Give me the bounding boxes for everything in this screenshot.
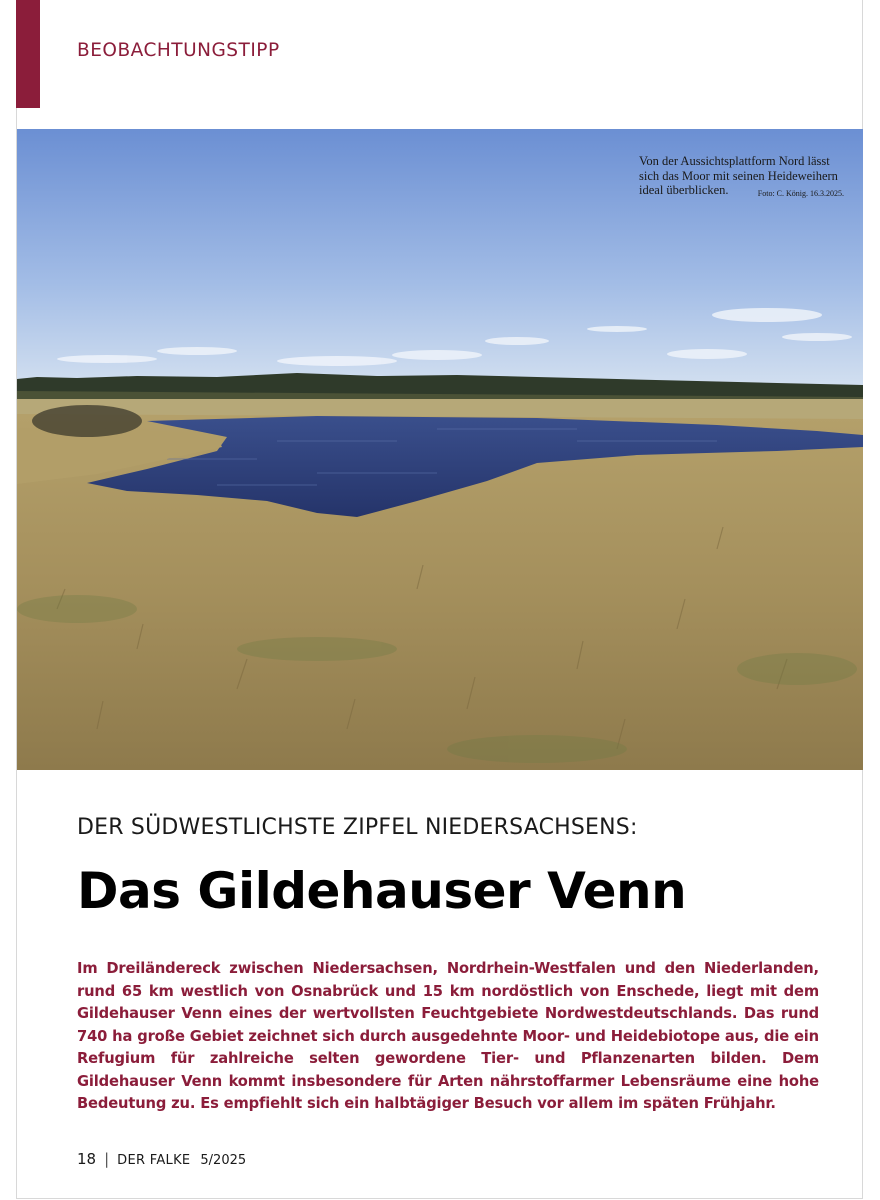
- photo-credit: Foto: C. König. 16.3.2025.: [757, 189, 844, 198]
- page-footer: [77, 1150, 246, 1168]
- article-lead: Im Dreiländereck zwischen Niedersachsen, Nordrhein-Westfalen und den Niederlanden, rund 65 km westlich von Osnabrück und 15 km nordöstlich von Enschede, liegt mit dem Gildehauser Venn eines der wertvollsten Feuchtgebiete Nordwestdeutschlands. Das rund 740 ha große Gebiet zeichnet sich durch ausgedehnte Moor- und Heidebiotope aus, die ein Refugium für zahlreiche selten gewordene Tier- und Pflanzenarten bilden. Dem Gildehauser Venn kommt insbesondere für Arten nährstoffarmer Lebensräume eine hohe Bedeutung zu. Es empfiehlt sich ein halbtägiger Besuch vor allem im späten Frühjahr.: [77, 960, 819, 1112]
- page-number: 18: [77, 1150, 97, 1168]
- section-accent-bar: [16, 0, 40, 108]
- article-title: Das Gildehauser Venn: [77, 862, 687, 920]
- article-kicker: DER SÜDWESTLICHSTE ZIPFEL NIEDERSACHSENS:: [77, 815, 638, 840]
- landscape-photo: [17, 129, 863, 770]
- issue-number: 5/2025: [200, 1153, 247, 1168]
- magazine-name: DER FALKE: [117, 1153, 191, 1168]
- photo-caption: [639, 154, 844, 202]
- caption-text: Von der Aussichtsplattform Nord lässt sich das Moor mit seinen Heideweihern ideal überblicken.: [639, 154, 838, 197]
- footer-separator: |: [104, 1150, 110, 1168]
- section-label: BEOBACHTUNGSTIPP: [77, 40, 280, 61]
